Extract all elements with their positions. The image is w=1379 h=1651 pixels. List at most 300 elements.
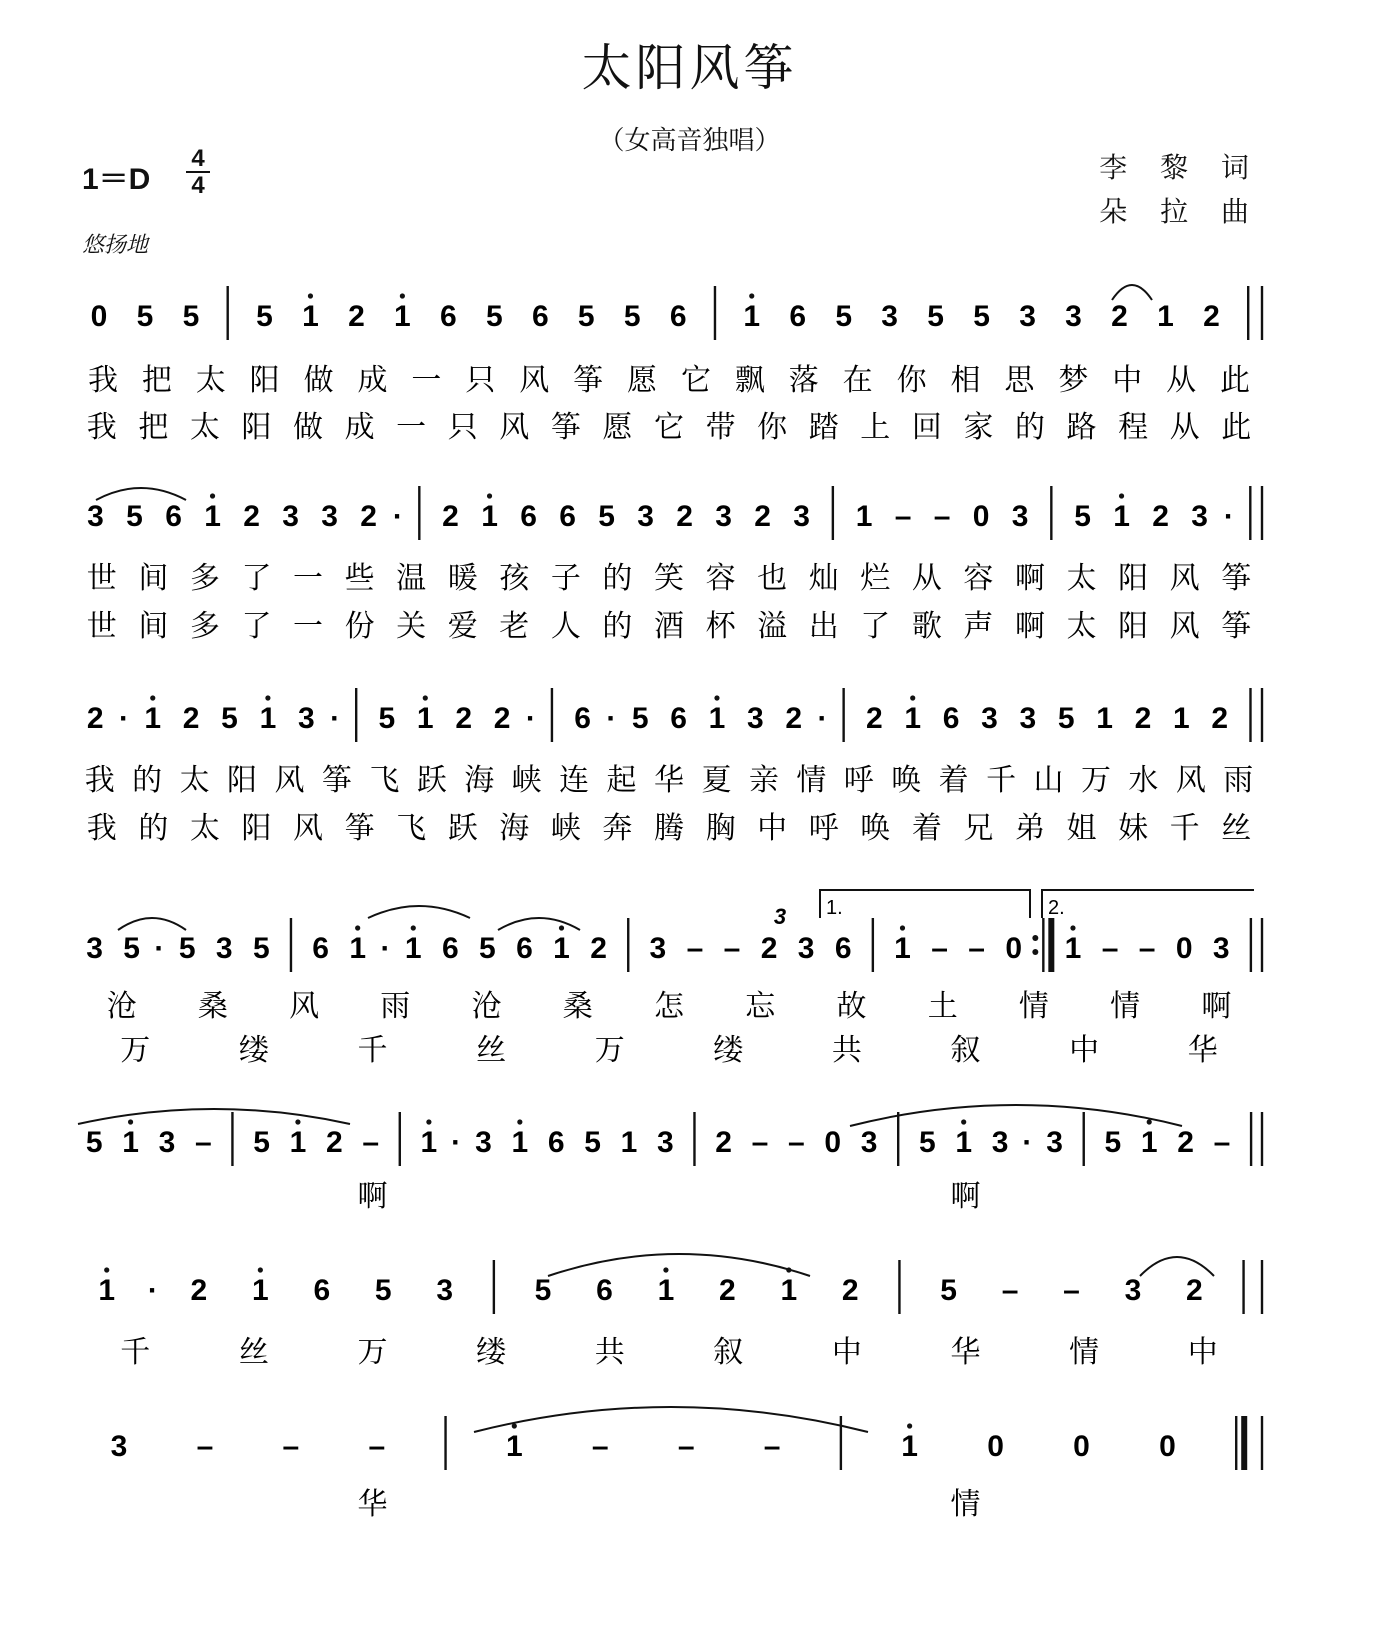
lyric-2-0-23: 风 [1175,763,1206,798]
note-3-4: 3 [215,932,233,965]
note-3-21: 3 [797,932,815,965]
lyric-1-0-5: 些 [344,561,375,596]
note-5-11: 2 [719,1274,736,1307]
lyric-1-1-7: 爱 [447,609,478,644]
note-3-7: 6 [312,932,329,965]
note-4-16: 1 [620,1126,638,1159]
note-3-19: – [723,932,741,965]
note-1-30: 3 [1191,500,1208,533]
note-0-23: 2 [1111,300,1128,333]
note-2-26: 6 [942,702,960,735]
lyric-2-1-2: 太 [189,811,220,846]
lyric-2-1-8: 海 [499,811,530,846]
note-2-31: 2 [1134,702,1152,735]
note-4-32: 1 [1140,1126,1158,1159]
note-6-10: 1 [901,1430,918,1463]
octave-dot [308,293,313,298]
lyric-1-0-10: 的 [602,561,633,596]
octave-dot [907,1423,912,1428]
note-0-16: 6 [789,300,807,333]
octave-dot [265,695,270,700]
lyric-1-1-11: 酒 [654,609,684,644]
note-3-13: 6 [516,932,533,965]
note-2-27: 3 [981,702,998,735]
note-3-5: 5 [252,932,270,965]
note-0-19: 5 [927,300,944,333]
note-2-33: 2 [1211,702,1229,735]
note-2-29: 5 [1057,702,1075,735]
note-0-7: 1 [394,300,411,333]
slur [96,488,186,500]
note-0-11: 5 [577,300,595,333]
lyric-0-1-10: 愿 [602,410,633,445]
lyric-2-0-18: 着 [938,763,969,798]
lyric-0-0-8: 风 [519,363,550,398]
lyric-2-0-21: 万 [1080,763,1111,798]
note-2-0: 2 [86,702,104,735]
lyric-1-0-6: 温 [396,561,427,596]
lyric-1-1-17: 声 [963,609,994,644]
lyric-0-0-12: 飘 [734,363,765,398]
note-3-9: · [380,932,391,965]
note-3-8: 1 [349,932,367,965]
octave-dot [128,1119,133,1124]
note-0-21: 3 [1019,300,1036,333]
note-1-29: 2 [1152,500,1169,533]
note-3-32: 0 [1175,932,1193,965]
lyricist-credit: 李 黎 词 [1099,151,1261,184]
lyric-2-0-7: 跃 [416,763,447,798]
note-4-20: – [751,1126,769,1159]
lyric-1-0-14: 灿 [808,561,839,596]
lyric-1-1-13: 溢 [757,609,788,644]
slur [850,1105,1182,1126]
lyric-0-0-1: 把 [141,363,172,398]
note-0-0: 0 [90,300,108,333]
note-1-12: 6 [520,500,537,533]
note-5-8: 5 [534,1274,552,1307]
lyric-1-1-0: 世 [86,609,117,644]
lyric-2-0-11: 起 [606,763,637,798]
note-4-12: 3 [475,1126,492,1159]
note-2-15: 6 [574,702,591,735]
lyric-1-1-10: 的 [602,609,633,644]
note-4-14: 6 [547,1126,565,1159]
lyric-5-0-4: 共 [594,1335,625,1370]
note-1-21: 1 [855,500,873,533]
note-2-16: · [606,702,617,735]
note-3-27: 0 [1005,932,1023,965]
lyric-6-0-0: 华 [357,1487,388,1522]
note-5-9: 6 [596,1274,613,1307]
lyric-2-0-19: 千 [986,763,1017,798]
triplet-mark: 3 [773,904,787,929]
lyric-0-0-18: 梦 [1058,363,1089,398]
lyric-2-0-15: 情 [796,763,827,798]
lyric-1-0-11: 笑 [654,561,684,596]
note-3-25: – [931,932,948,965]
note-1-3: 1 [204,500,221,533]
note-5-5: 5 [374,1274,392,1307]
lyric-2-1-12: 胸 [705,811,736,846]
lyric-0-1-18: 的 [1014,410,1045,445]
note-2-10: 1 [416,702,434,735]
note-2-21: 2 [785,702,803,735]
lyric-1-0-2: 多 [189,561,220,596]
octave-dot [714,695,719,700]
note-5-18: 3 [1124,1274,1142,1307]
note-2-22: · [817,702,828,735]
note-1-25: 3 [1011,500,1029,533]
note-1-1: 5 [126,500,143,533]
lyric-4-0-0: 啊 [357,1179,388,1214]
note-2-1: · [118,702,129,735]
note-6-8: – [763,1430,781,1463]
lyric-2-0-8: 海 [464,763,495,798]
lyric-2-0-5: 筝 [321,763,352,798]
first-ending-bracket [820,890,1030,918]
note-2-11: 2 [455,702,473,735]
lyric-0-1-13: 你 [757,410,788,445]
lyric-1-1-21: 风 [1169,609,1200,644]
note-4-13: 1 [511,1126,529,1159]
lyric-0-0-17: 思 [1004,363,1035,398]
lyric-1-1-5: 份 [344,609,375,644]
note-1-28: 1 [1113,500,1130,533]
note-6-7: – [677,1430,695,1463]
note-1-13: 6 [559,500,576,533]
octave-dot [104,1267,109,1272]
note-1-16: 2 [676,500,693,533]
note-5-0: 1 [98,1274,116,1307]
note-3-2: · [154,932,165,965]
lyric-2-0-12: 华 [654,763,684,798]
lyric-3-1-3: 丝 [476,1033,507,1068]
note-0-12: 5 [623,300,641,333]
lyric-3-0-6: 怎 [654,989,684,1024]
note-0-18: 3 [881,300,898,333]
lyric-1-1-4: 一 [293,609,324,644]
note-4-17: 3 [657,1126,674,1159]
time-signature-bottom: 4 [191,172,205,199]
note-5-16: – [1001,1274,1019,1307]
note-2-25: 1 [904,702,922,735]
note-6-3: – [368,1430,386,1463]
lyric-1-0-0: 世 [86,561,117,596]
note-5-10: 1 [657,1274,675,1307]
lyric-3-0-7: 忘 [745,989,776,1024]
note-2-2: 1 [144,702,162,735]
lyric-2-1-17: 兄 [963,811,994,846]
lyric-2-0-9: 峡 [511,763,542,798]
lyric-0-0-6: 一 [411,363,442,398]
lyric-2-1-19: 姐 [1066,811,1097,846]
note-1-7: 2 [360,500,377,533]
note-1-22: – [894,500,912,533]
lyric-1-1-18: 啊 [1014,609,1045,644]
lyric-1-0-9: 子 [550,561,581,596]
lyric-1-1-14: 出 [808,609,839,644]
slur [1112,285,1152,300]
note-4-11: · [451,1126,462,1159]
note-2-5: 1 [259,702,277,735]
note-3-18: – [686,932,704,965]
note-1-17: 3 [715,500,732,533]
lyric-2-1-20: 妹 [1118,811,1149,846]
note-3-26: – [968,932,985,965]
lyric-5-0-3: 缕 [476,1335,507,1370]
note-1-27: 5 [1074,500,1091,533]
octave-dot [1070,925,1075,930]
note-2-19: 1 [708,702,726,735]
octave-dot [517,1119,522,1124]
lyric-0-1-5: 成 [344,410,375,445]
lyric-1-1-20: 阳 [1118,609,1149,644]
lyric-0-1-16: 回 [911,410,942,445]
note-5-4: 6 [313,1274,331,1307]
octave-dot [150,695,155,700]
note-5-6: 3 [436,1274,454,1307]
octave-dot [400,293,405,298]
lyric-1-0-3: 了 [241,561,272,596]
note-0-1: 5 [136,300,154,333]
note-2-7: · [330,702,341,735]
note-1-14: 5 [598,500,615,533]
lyric-3-0-3: 雨 [380,989,411,1024]
second-ending-label: 2. [1048,897,1065,919]
lyric-3-1-6: 共 [831,1033,862,1068]
lyric-0-0-2: 太 [195,363,226,398]
lyric-1-0-1: 间 [138,561,169,596]
octave-dot [426,1119,431,1124]
note-0-2: 5 [182,300,200,333]
lyric-3-1-4: 万 [594,1033,625,1068]
note-4-28: · [1022,1126,1033,1159]
lyric-2-1-14: 呼 [808,811,839,846]
note-5-15: 5 [940,1274,957,1307]
lyric-5-0-2: 万 [357,1335,388,1370]
lyric-2-1-0: 我 [86,811,117,846]
note-6-2: – [282,1430,300,1463]
lyric-0-1-9: 筝 [550,410,581,445]
lyric-0-0-15: 你 [896,363,927,398]
lyric-1-0-19: 太 [1066,561,1097,596]
lyric-1-0-18: 啊 [1014,561,1045,596]
note-2-17: 5 [631,702,649,735]
note-6-13: 0 [1159,1430,1176,1463]
note-1-23: – [933,500,951,533]
lyric-2-1-21: 千 [1169,811,1200,846]
lyric-0-0-7: 只 [465,363,496,398]
lyric-2-1-9: 峡 [550,811,581,846]
lyric-2-0-10: 连 [559,763,590,798]
note-2-18: 6 [670,702,687,735]
song-subtitle: （女高音独唱） [598,126,781,156]
octave-dot [749,293,754,298]
lyric-3-0-12: 啊 [1201,989,1232,1024]
note-0-9: 5 [485,300,503,333]
lyric-1-1-12: 杯 [705,609,736,644]
note-2-13: · [525,702,536,735]
octave-dot [411,925,416,930]
lyric-0-0-21: 此 [1220,363,1251,398]
lyric-2-1-10: 奔 [602,811,633,846]
lyric-0-0-9: 筝 [573,363,604,398]
note-0-6: 2 [348,300,365,333]
note-6-6: – [591,1430,609,1463]
note-4-2: 3 [158,1126,176,1159]
note-3-15: 2 [590,932,607,965]
lyric-0-0-20: 从 [1166,363,1197,398]
note-3-12: 5 [479,932,496,965]
note-1-8: · [392,500,403,533]
lyric-2-1-16: 着 [911,811,942,846]
note-4-29: 3 [1046,1126,1063,1159]
note-0-24: 1 [1157,300,1174,333]
octave-dot [900,925,905,930]
lyric-0-0-11: 它 [680,363,711,398]
note-4-5: 5 [253,1126,270,1159]
octave-dot [210,493,215,498]
lyric-5-0-6: 中 [831,1335,862,1370]
lyric-0-0-3: 阳 [249,363,280,398]
note-4-3: – [194,1126,212,1159]
lyric-3-1-7: 叙 [950,1033,981,1068]
note-0-10: 6 [531,300,549,333]
lyric-2-1-1: 的 [138,811,169,846]
note-5-12: 1 [780,1274,798,1307]
lyric-1-1-15: 了 [860,609,891,644]
note-4-21: – [787,1126,805,1159]
lyric-3-1-8: 中 [1069,1033,1100,1068]
lyric-1-0-13: 也 [757,561,788,596]
note-2-32: 1 [1173,702,1190,735]
note-1-19: 3 [793,500,810,533]
lyric-2-0-3: 阳 [227,763,258,798]
lyric-3-1-0: 万 [120,1033,151,1068]
lyric-0-0-4: 做 [303,363,334,398]
lyric-5-0-9: 中 [1187,1335,1218,1370]
note-1-24: 0 [972,500,990,533]
note-4-31: 5 [1104,1126,1122,1159]
note-2-6: 3 [297,702,315,735]
note-3-17: 3 [649,932,667,965]
lyric-0-1-21: 从 [1169,410,1200,445]
lyric-2-1-13: 中 [757,811,788,846]
note-1-10: 2 [442,500,459,533]
lyric-2-1-3: 阳 [241,811,272,846]
octave-dot [258,1267,263,1272]
octave-dot [1119,493,1124,498]
note-4-0: 5 [85,1126,103,1159]
lyric-5-0-1: 丝 [238,1335,269,1370]
lyric-2-1-5: 筝 [344,811,375,846]
note-1-5: 3 [282,500,299,533]
note-6-11: 0 [987,1430,1004,1463]
lyric-0-0-0: 我 [87,363,118,398]
note-6-5: 1 [505,1430,523,1463]
note-1-31: · [1223,500,1234,533]
lyric-2-0-13: 夏 [701,763,732,798]
lyric-1-1-8: 老 [499,609,530,644]
note-1-2: 6 [165,500,182,533]
note-5-13: 2 [841,1274,859,1307]
octave-dot [487,493,492,498]
note-3-1: 5 [123,932,140,965]
lyric-1-1-9: 人 [550,609,581,644]
note-4-1: 1 [122,1126,139,1159]
note-3-14: 1 [553,932,570,965]
note-3-22: 6 [834,932,852,965]
note-0-17: 5 [835,300,853,333]
lyric-0-1-11: 它 [654,410,684,445]
note-4-6: 1 [289,1126,307,1159]
lyric-2-0-6: 飞 [369,763,400,798]
lyric-0-1-6: 一 [396,410,427,445]
note-3-0: 3 [86,932,103,965]
lyric-3-1-2: 千 [357,1033,388,1068]
note-2-24: 2 [865,702,883,735]
lyric-1-1-3: 了 [241,609,272,644]
lyric-2-0-14: 亲 [748,763,779,798]
slur [1140,1257,1214,1276]
note-4-27: 3 [991,1126,1009,1159]
note-3-29: 1 [1064,932,1082,965]
lyric-0-1-15: 上 [860,410,891,445]
slur [498,918,580,930]
lyric-1-1-19: 太 [1066,609,1097,644]
note-4-15: 5 [584,1126,601,1159]
note-0-4: 5 [256,300,273,333]
lyric-0-1-3: 阳 [241,410,272,445]
note-1-11: 1 [481,500,498,533]
lyric-0-1-8: 风 [499,410,530,445]
note-3-20: 2 [760,932,778,965]
lyric-2-1-15: 唤 [860,811,891,846]
lyric-4-0-1: 啊 [950,1179,981,1214]
note-4-23: 3 [860,1126,878,1159]
lyric-2-0-0: 我 [84,763,115,798]
lyric-2-1-18: 弟 [1014,811,1045,846]
lyric-1-0-7: 暖 [447,561,478,596]
note-3-33: 3 [1212,932,1230,965]
note-5-1: · [147,1274,158,1307]
lyric-3-1-9: 华 [1187,1033,1218,1068]
lyric-1-0-22: 筝 [1221,561,1252,596]
note-5-3: 1 [252,1274,269,1307]
note-4-8: – [362,1126,380,1159]
note-4-7: 2 [325,1126,343,1159]
note-0-22: 3 [1065,300,1082,333]
note-5-19: 2 [1186,1274,1203,1307]
lyric-0-0-10: 愿 [627,363,658,398]
lyric-2-0-20: 山 [1033,763,1064,798]
octave-dot [423,695,428,700]
note-1-6: 3 [321,500,338,533]
note-5-2: 2 [190,1274,208,1307]
note-1-15: 3 [637,500,654,533]
lyric-5-0-5: 叙 [713,1335,744,1370]
note-0-15: 1 [743,300,761,333]
lyric-5-0-7: 华 [950,1335,981,1370]
lyric-1-0-15: 烂 [860,561,891,596]
lyric-2-1-7: 跃 [447,811,478,846]
lyric-0-1-0: 我 [86,410,117,445]
lyric-2-0-17: 唤 [891,763,922,798]
lyric-2-1-22: 丝 [1221,811,1252,846]
lyric-1-1-1: 间 [138,609,169,644]
lyric-2-0-1: 的 [132,763,163,798]
